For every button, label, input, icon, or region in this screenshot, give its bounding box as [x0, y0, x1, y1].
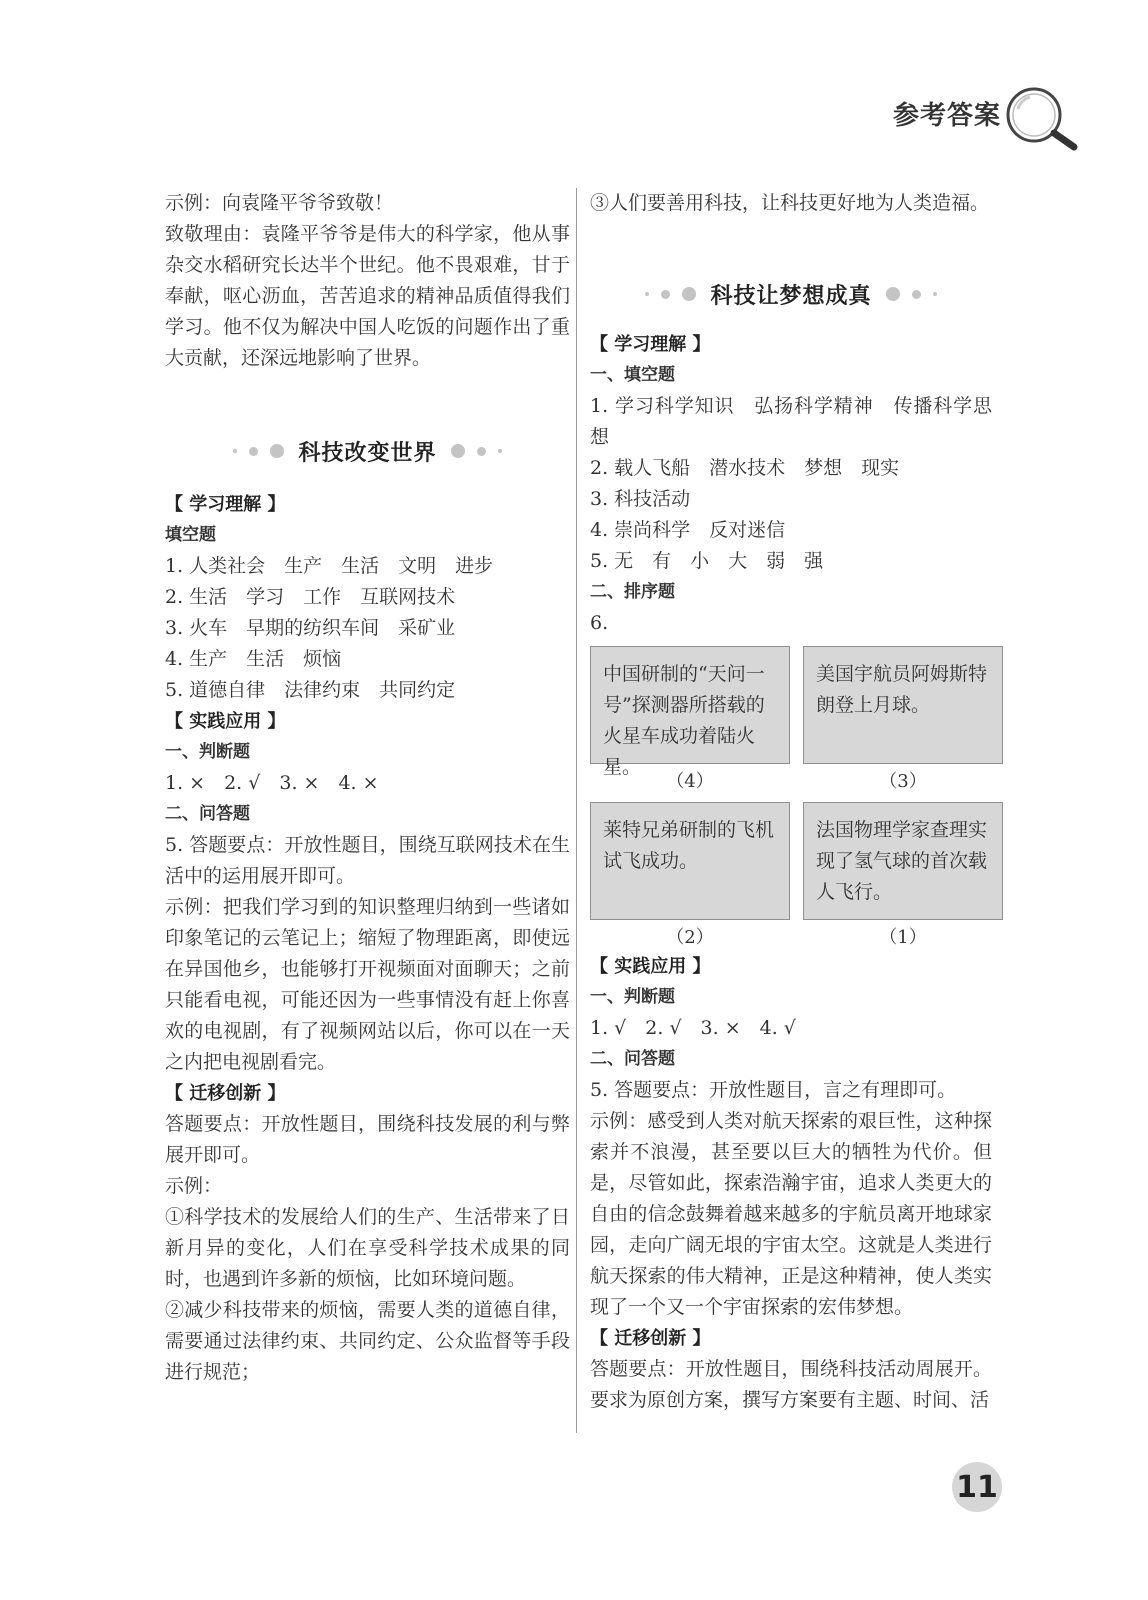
continued-item-3: ③人们要善用科技，让科技更好地为人类造福。 [590, 192, 990, 214]
right-column [590, 188, 992, 1416]
fill-item: 4. 生产 生活 烦恼 [165, 648, 342, 670]
qa-header: 二、问答题 [590, 1049, 675, 1069]
practice-header: 【 实践应用 】 [590, 956, 711, 977]
qa-example: 示例：感受到人类对航天探索的艰巨性，这种探索并不浪漫，甚至要以巨大的牺牲为代价。但是，尽管如此，探索浩瀚宇宙，追求人类更大的自由的信念鼓舞着越来越多的宇航员离开地球家园，走向广阔无垠的宇宙太空。这就是人类进行航天探索的伟大精神，正是这种精神，使人类实现了一个又一个宇宙探索的宏伟梦想。 [590, 1110, 992, 1318]
right-dots [886, 287, 937, 301]
fill-item: 1. 学习科学知识 弘扬科学精神 传播科学思想 [590, 395, 992, 448]
sort-box: 中国研制的“天问一号”探测器所搭载的火星车成功着陆火星。 [590, 646, 790, 764]
fill-item: 5. 无 有 小 大 弱 强 [590, 550, 824, 572]
section-title-world: 科技改变世界 [165, 426, 570, 476]
sort-number: 6. [590, 612, 609, 634]
fill-item: 2. 生活 学习 工作 互联网技术 [165, 586, 456, 608]
fill-item: 4. 崇尚科学 反对迷信 [590, 519, 786, 541]
innov-item-2: ②减少科技带来的烦恼，需要人类的道德自律，需要通过法律约束、共同约定、公众监督等手段进行规范； [165, 1299, 570, 1383]
sort-box-label: （4） [666, 771, 714, 792]
magnifier-icon [1000, 83, 1080, 153]
learn-header: 【 学习理解 】 [590, 334, 711, 355]
fill-item: 3. 火车 早期的纺织车间 采矿业 [165, 617, 456, 639]
innov-header: 【 迁移创新 】 [165, 1083, 286, 1104]
sort-header: 二、排序题 [590, 582, 675, 602]
fill-header: 一、填空题 [590, 365, 675, 385]
left-dots [645, 287, 696, 301]
innov-point: 答题要点：开放性题目，围绕科技发展的利与弊展开即可。 [165, 1113, 570, 1166]
practice-header: 【 实践应用 】 [165, 711, 286, 732]
left-column [165, 188, 570, 1388]
judge-header: 一、判断题 [165, 742, 250, 762]
sort-box-label: （3） [879, 771, 927, 792]
left-dots [233, 444, 284, 458]
sort-box: 法国物理学家查理实现了氢气球的首次载人飞行。 [803, 802, 1003, 920]
intro-example: 示例：向袁隆平爷爷致敬！ [165, 192, 394, 214]
qa-header: 二、问答题 [165, 804, 250, 824]
section-title-dream: 科技让梦想成真 [590, 269, 992, 319]
sort-box: 莱特兄弟研制的飞机试飞成功。 [590, 802, 790, 920]
learn-header: 【 学习理解 】 [165, 494, 286, 515]
fill-item: 2. 载人飞船 潜水技术 梦想 现实 [590, 457, 900, 479]
innov-header: 【 迁移创新 】 [590, 1328, 711, 1349]
sort-box-label: （1） [879, 927, 927, 948]
sort-box: 美国宇航员阿姆斯特朗登上月球。 [803, 646, 1003, 764]
qa-point: 5. 答题要点：开放性题目，围绕互联网技术在生活中的运用展开即可。 [165, 834, 570, 887]
right-dots [451, 444, 502, 458]
intro-reason: 致敬理由：袁隆平爷爷是伟大的科学家，他从事杂交水稻研究长达半个世纪。他不畏艰难，甘于奉献，呕心沥血，苦苦追求的精神品质值得我们学习。他不仅为解决中国人吃饭的问题作出了重大贡献，还深远地影响了世界。 [165, 223, 570, 369]
judge-answers: 1. √ 2. √ 3. × 4. √ [590, 1017, 796, 1039]
qa-point: 5. 答题要点：开放性题目，言之有理即可。 [590, 1079, 957, 1101]
page-number: 11 [952, 1462, 1002, 1512]
judge-header: 一、判断题 [590, 987, 675, 1007]
innov-point: 答题要点：开放性题目，围绕科技活动周展开。要求为原创方案，撰写方案要有主题、时间、活 [590, 1358, 992, 1411]
sort-box-label: （2） [666, 927, 714, 948]
fill-header: 填空题 [165, 525, 216, 545]
sort-boxes [590, 639, 992, 951]
fill-item: 3. 科技活动 [590, 488, 691, 510]
column-divider [576, 188, 577, 1433]
fill-item: 1. 人类社会 生产 生活 文明 进步 [165, 555, 494, 577]
qa-example: 示例：把我们学习到的知识整理归纳到一些诸如印象笔记的云笔记上；缩短了物理距离，即使远在异国他乡，也能够打开视频面对面聊天；之前只能看电视，可能还因为一些事情没有赶上你喜欢的电视剧，有了视频网站以后，你可以在一天之内把电视剧看完。 [165, 896, 570, 1073]
page-header-title: 参考答案 [893, 101, 1002, 131]
fill-item: 5. 道德自律 法律约束 共同约定 [165, 679, 456, 701]
innov-item-1: ①科学技术的发展给人们的生产、生活带来了日新月异的变化，人们在享受科学技术成果的同时，也遇到许多新的烦恼，比如环境问题。 [165, 1206, 570, 1290]
judge-answers: 1. × 2. √ 3. × 4. × [165, 772, 379, 794]
innov-example-label: 示例： [165, 1175, 223, 1197]
